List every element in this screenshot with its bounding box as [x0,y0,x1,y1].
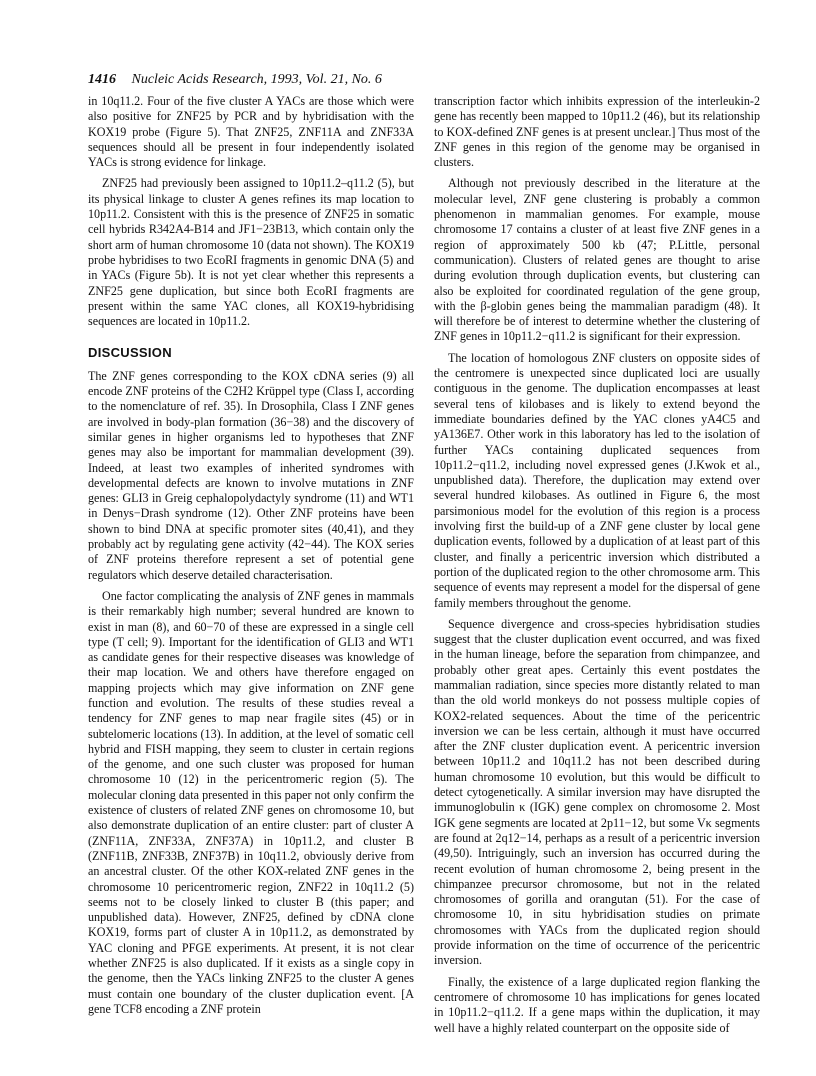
paragraph: Although not previously described in the literature at the molecular level, ZNF gene clustering is probably a common phenomenon in mammalian genomes. For example, mouse chromosome 17 contains a cluster of at least five ZNF genes in a region of approximately 500 kb (47; P.Little, personal communication). Clusters of related genes are thought to arise during evolution through duplication events, but clustering can also be exploited for coordinated regulation of the gene group, with the β-globin genes being the mammalian paradigm (48). It will therefore be of interest to determine whether the clustering of ZNF genes in 10p11.2−q11.2 is significant for their expression. [434,176,760,344]
journal-citation: Nucleic Acids Research, 1993, Vol. 21, No. 6 [131,72,382,87]
paragraph: in 10q11.2. Four of the five cluster A YACs are those which were also positive for ZNF25 by PCR and by hybridisation with the KOX19 probe (Figure 5). That ZNF25, ZNF11A and ZNF33A sequences should all be present in four independently isolated YACs is strong evidence for linkage. [88,94,414,170]
paragraph: The ZNF genes corresponding to the KOX cDNA series (9) all encode ZNF proteins of the C2H2 Krüppel type (Class I, according to the nomenclature of ref. 35). In Drosophila, Class I ZNF genes are involved in body-plan formation (36−38) and the discovery of similar genes in higher organisms led to hypotheses that ZNF genes may also be important for mammalian development (39). Indeed, at least two examples of inherited syndromes with developmental defects are known to involve mutations in ZNF genes: GLI3 in Greig cephalopolydactyly syndrome (11) and WT1 in Denys−Drash syndrome (12). Other ZNF proteins have been shown to bind DNA at specific promoter sites (40,41), and they probably act by regulating gene activity (42−44). The KOX series of ZNF proteins therefore represent a set of potential gene regulators which deserve detailed characterisation. [88,368,414,582]
right-column [434,94,760,1042]
paragraph: Finally, the existence of a large duplicated region flanking the centromere of chromosome 10 has implications for genes located in 10p11.2−q11.2. If a gene maps within the duplication, it may well have a highly related counterpart on the opposite side of [434,974,760,1035]
page-number: 1416 [88,72,116,87]
left-column [88,94,414,1023]
running-header [88,72,748,88]
paragraph: ZNF25 had previously been assigned to 10p11.2–q11.2 (5), but its physical linkage to cluster A genes refines its map location to 10p11.2. Consistent with this is the presence of ZNF25 in somatic cell hybrids R342A4-B14 and JF1−23B13, which contain only the short arm of human chromosome 10 (data not shown). The KOX19 probe hybridises to two EcoRI fragments in genomic DNA (5) and in YACs (Figure 5b). It is not yet clear whether this represents a ZNF25 gene duplication, but since both EcoRI fragments are present within the same YAC clones, all KOX19-hybridising sequences are located in 10p11.2. [88,176,414,329]
paragraph: One factor complicating the analysis of ZNF genes in mammals is their remarkably high number; several hundred are known to exist in man (8), and 60−70 of these are expressed in a single cell type (T cell; 9). Important for the identification of GLI3 and WT1 as candidate genes for their respective diseases was knowledge of their map location. We and others have therefore engaged on mapping projects which may give information on ZNF gene function and evolution. The results of these studies reveal a tendency for ZNF genes to map near fragile sites (45) or in subtelomeric locations (13). In addition, at the level of somatic cell hybrid and FISH mapping, they seem to cluster in certain regions of the genome, and one such cluster was proposed for human chromosome 10 (12) in the pericentromeric region (5). The molecular cloning data presented in this paper not only confirm the existence of clusters of related ZNF genes on chromosome 10, but also demonstrate duplication of an entire cluster: part of cluster A (ZNF11A, ZNF33A, ZNF37A) in 10p11.2, and cluster B (ZNF11B, ZNF33B, ZNF37B) in 10q11.2, obviously derive from an ancestral cluster. Of the other KOX-related ZNF genes in the chromosome 10 pericentromeric region, ZNF22 in 10q11.2 (5) seems not to be closely linked to cluster B (this paper; and unpublished data). However, ZNF25, defined by cDNA clone KOX19, forms part of cluster A in 10p11.2, as demonstrated by YAC cloning and PFGE experiments. At present, it is not clear whether ZNF25 is also duplicated. If it exists as a single copy in the genome, then the YACs linking ZNF25 to the cluster A genes must contain one boundary of the cluster duplication event. [A gene TCF8 encoding a ZNF protein [88,588,414,1016]
paragraph: The location of homologous ZNF clusters on opposite sides of the centromere is unexpected since duplicated loci are usually contiguous in the genome. The duplication encompasses at least several tens of kilobases and is likely to extend beyond the immediate boundaries defined by the YAC clones yA4C5 and yA136E7. Other work in this laboratory has led to the isolation of further YACs containing duplicated sequences from 10p11.2−q11.2, including novel expressed genes (J.Kwok et al., unpublished data). Therefore, the duplication may extend over several hundred kilobases. As outlined in Figure 6, the most parsimonious model for the evolution of this region is a process involving first the build-up of a ZNF gene cluster by local gene duplication events, followed by a duplication of at least part of this cluster, and finally a pericentric inversion which distributed a portion of the duplicated region to the other chromosome arm. This sequence of events may represent a model for the dispersal of gene family members throughout the genome. [434,350,760,610]
paragraph: Sequence divergence and cross-species hybridisation studies suggest that the cluster duplication event occurred, and was fixed in the human lineage, before the separation from chimpanzee, and probably other great apes. Certainly this event postdates the mammalian radiation, since species more distantly related to man than the old world monkeys do not possess multiple copies of KOX2-related sequences. About the time of the pericentric inversion we can be less certain, although it must have occurred after the ZNF cluster duplication event. A pericentric inversion between 10p11.2 and 10q11.2 has not been described during human chromosome 10 evolution, but this would be difficult to detect cytogenetically. A similar inversion may have disrupted the immunoglobulin κ (IGK) gene complex on chromosome 2. Most IGK gene segments are located at 2p11−12, but some Vκ segments are found at 2q12−14, perhaps as a result of a pericentric inversion (49,50). Intriguingly, such an inversion has occurred during the recent evolution of human chromosome 2, being present in the chimpanzee precursor chromosome, but not in the related chromosomes of gorilla and orangutan (51). For the case of chromosome 10, in situ hybridisation studies on primate chromosomes with YACs from the duplicated region should provide information on the time of occurrence of the pericentric inversion. [434,616,760,968]
section-heading: DISCUSSION [88,345,172,361]
paragraph: transcription factor which inhibits expression of the interleukin-2 gene has recently been mapped to 10p11.2 (46), but its relationship to KOX-defined ZNF genes is at present unclear.] Thus most of the ZNF genes in this region of the genome may be organised in clusters. [434,94,760,170]
